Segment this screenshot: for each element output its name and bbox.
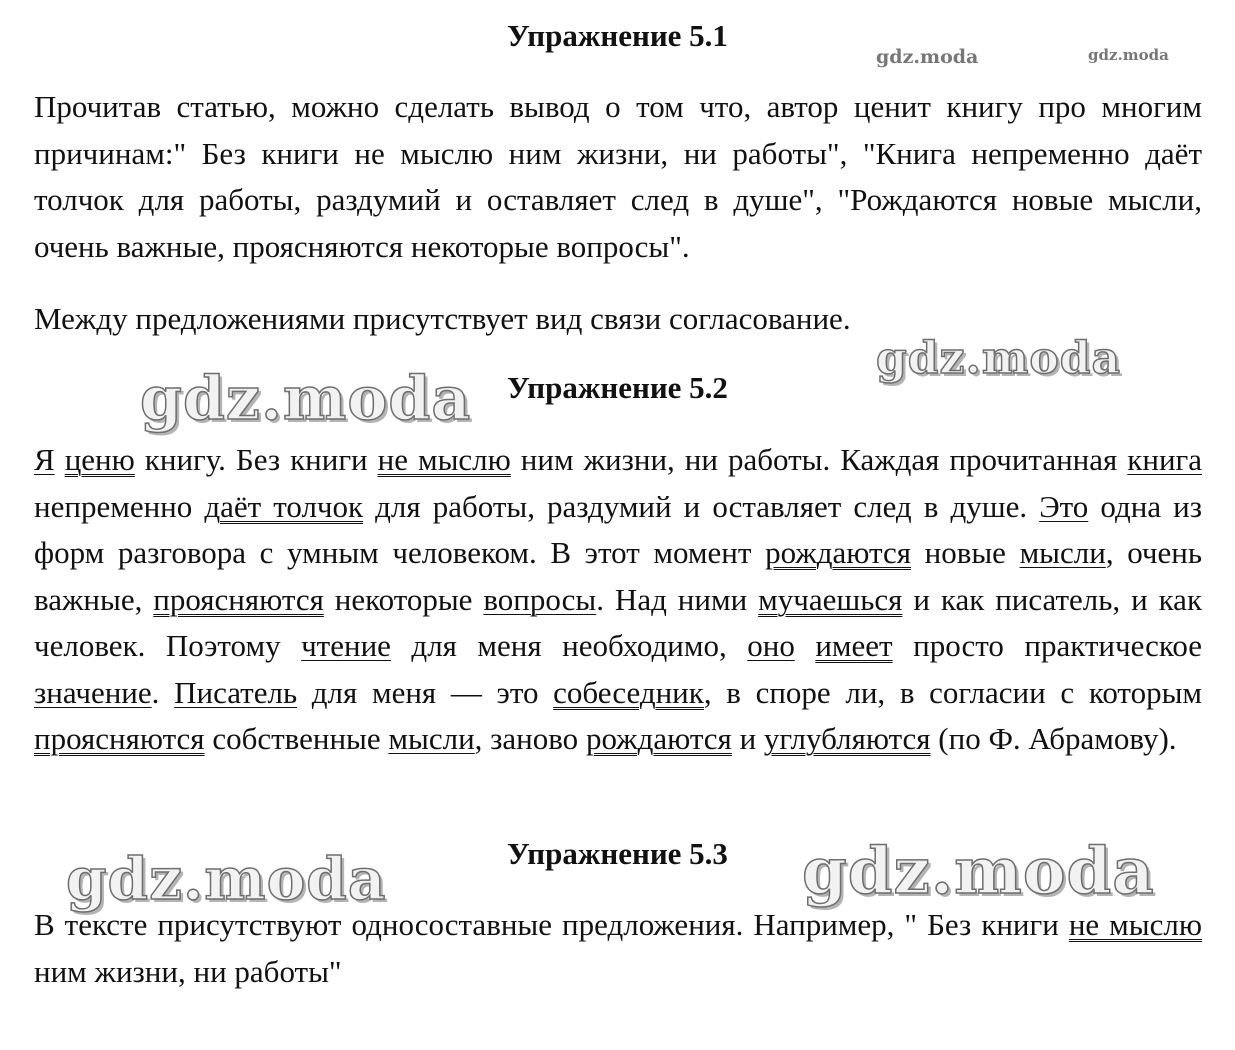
text-run: ним жизни, ни работы" <box>34 953 342 989</box>
subject-word: книга <box>1127 442 1203 477</box>
watermark-logo: gdz.moda <box>876 333 1122 384</box>
predicate-word: проясняются <box>34 721 205 756</box>
text-run: некоторые <box>323 581 484 617</box>
text-run: , в споре ли, в согласии с которым <box>703 674 1203 710</box>
exercise-5-2-text <box>34 437 1202 763</box>
text-run: для меня — это <box>297 674 554 710</box>
text-run <box>55 442 65 477</box>
subject-word: мысли <box>1019 535 1106 570</box>
predicate-word: имеет <box>815 628 893 663</box>
predicate-word: углубляются <box>763 721 931 756</box>
text-run: просто практическое <box>892 628 1203 663</box>
exercise-5-1-conclusion: Между предложениями присутствует вид связи согласование. <box>34 301 851 336</box>
text-run: , очень важные, <box>34 535 1202 617</box>
text-run: для работы, раздумий и оставляет след в душе. <box>363 488 1040 524</box>
text-run: В тексте присутствуют односоставные предложения. Например, " Без книги <box>34 907 1069 942</box>
text-run: непременно <box>34 488 205 524</box>
text-run: ним жизни, ни работы. Каждая прочитанная <box>510 442 1128 477</box>
text-run: собственные <box>204 721 389 756</box>
predicate-word: собеседник <box>553 674 704 710</box>
subject-word: Это <box>1039 488 1089 524</box>
text-run: и <box>731 721 764 756</box>
predicate-word: не мыслю <box>1068 907 1202 942</box>
text-run: одна из форм разговора с умным человеком. В этот момент <box>34 488 1202 570</box>
predicate-word: даёт толчок <box>204 488 364 524</box>
subject-word: Я <box>34 442 55 477</box>
predicate-word: рождаются <box>765 535 911 570</box>
subject-word: мысли <box>388 721 475 756</box>
watermark-logo: gdz.moda <box>66 845 387 913</box>
text-run: для меня необходимо, <box>390 628 748 663</box>
subject-word: чтение <box>301 628 391 663</box>
exercise-5-2-heading: Упражнение 5.2 <box>507 370 728 405</box>
predicate-word: ценю <box>64 442 135 477</box>
watermark-logo: gdz.moda <box>1088 46 1169 64</box>
text-run: . <box>151 674 175 710</box>
watermark-logo: gdz.moda <box>802 834 1155 909</box>
exercise-5-3-text <box>34 902 1202 995</box>
text-run: (по Ф. Абрамову). <box>930 721 1177 756</box>
predicate-word: рождаются <box>585 721 732 756</box>
exercise-5-1-heading: Упражнение 5.1 <box>507 18 728 53</box>
subject-word: Писатель <box>174 674 298 710</box>
subject-word: вопросы <box>483 581 597 617</box>
text-run <box>795 628 816 663</box>
text-run: и как писатель, и как человек. Поэтому <box>34 581 1203 663</box>
text-run: книгу. Без книги <box>134 442 378 477</box>
watermark-logo: gdz.moda <box>876 46 979 68</box>
exercise-5-3-heading: Упражнение 5.3 <box>507 836 728 871</box>
text-run: новые <box>910 535 1020 570</box>
text-run: . Над ними <box>596 581 759 617</box>
exercise-5-1-paragraph: Прочитав статью, можно сделать вывод о том что, автор ценит книгу про многим причинам:" Без книги не мыслю ним жизни, ни работы", "Книга непременно даёт толчок для работы, раздумий и оставляет след в душе", "Рождаются новые мысли, очень важные, проясняются некоторые вопросы". <box>34 89 1202 264</box>
text-run: , заново <box>474 721 586 756</box>
predicate-word: проясняются <box>153 581 324 617</box>
subject-word: значение <box>34 674 152 710</box>
subject-word: оно <box>747 628 795 663</box>
watermark-logo: gdz.moda <box>140 364 472 434</box>
predicate-word: не мыслю <box>377 442 511 477</box>
predicate-word: мучаешься <box>758 581 903 617</box>
